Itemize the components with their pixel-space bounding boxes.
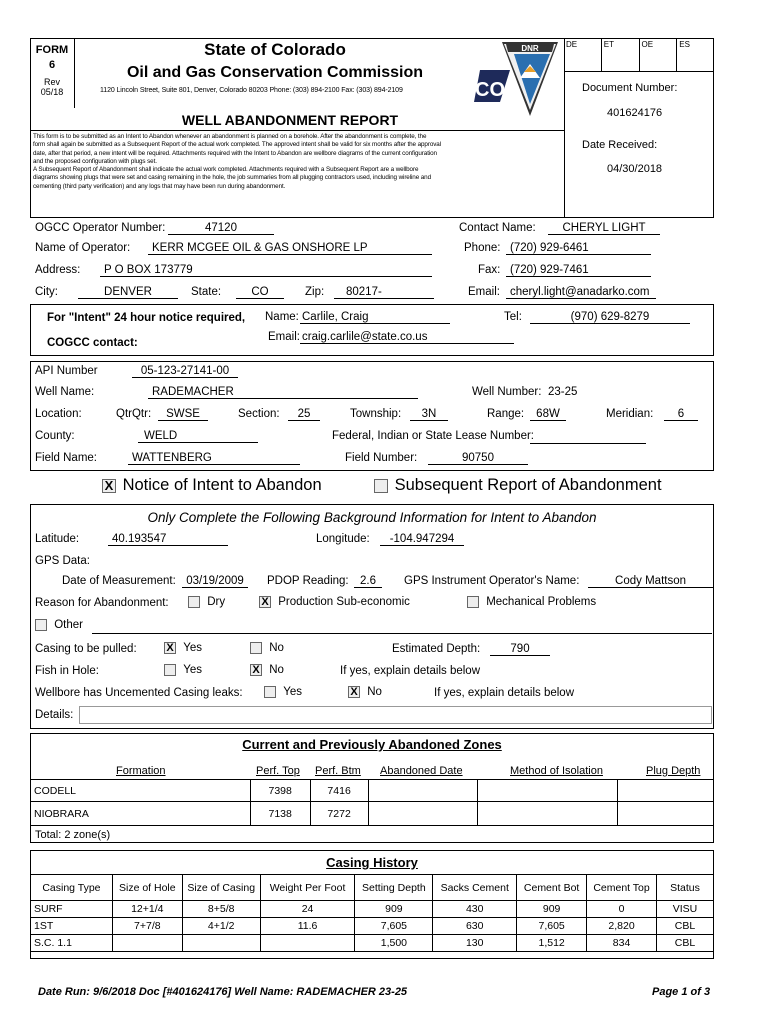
zone-formation: CODELL: [31, 780, 251, 802]
casing-no-label: No: [269, 642, 284, 655]
pdop: 2.6: [354, 575, 382, 588]
meridian: 6: [664, 408, 698, 421]
cogcc-contact-label: COGCC contact:: [47, 337, 138, 349]
address-label: Address:: [35, 264, 81, 276]
casing-size: [182, 935, 260, 952]
well-number-label: Well Number:: [472, 386, 542, 398]
details-label: Details:: [35, 709, 74, 721]
instruction-line: cementing (third party verification) and any logs that may have been run during abandonment.: [33, 182, 286, 190]
casing-no-checkbox[interactable]: [250, 642, 262, 654]
casing-header-type: Casing Type: [31, 875, 113, 901]
office-code-et: ET: [602, 38, 640, 72]
latitude-label: Latitude:: [35, 533, 80, 545]
date-received-label: Date Received:: [582, 139, 658, 151]
form-id-divider: [74, 38, 75, 108]
table-row: [31, 935, 714, 952]
casing-type: S.C. 1.1: [31, 935, 113, 952]
zone-perf-btm: 7416: [310, 780, 368, 802]
instruction-line: This form is to be submitted as an Intent to Abandon whenever an abandonment is planned on a borehole. After the abandonment is complete, the: [33, 133, 427, 140]
fish-explain: If yes, explain details below: [340, 665, 480, 677]
zone-method: [478, 802, 618, 826]
zones-header-abandoned-date: Abandoned Date: [380, 765, 463, 777]
city-label: City:: [35, 286, 58, 298]
casing-table: [30, 874, 714, 952]
zone-method: [478, 780, 618, 802]
casing-hole: 7+7/8: [112, 918, 182, 935]
contact-name-label: Contact Name:: [459, 222, 536, 234]
uncemented-label: Wellbore has Uncemented Casing leaks:: [35, 687, 243, 699]
date-measure: 03/19/2009: [182, 575, 248, 588]
casing-sacks: 630: [433, 918, 517, 935]
office-code-oe: OE: [640, 38, 678, 72]
agency-name: Oil and Gas Conservation Commission: [126, 64, 424, 81]
uncemented-no-checkbox[interactable]: X: [348, 686, 360, 698]
casing-size: 4+1/2: [182, 918, 260, 935]
township: 3N: [410, 408, 448, 421]
meridian-label: Meridian:: [606, 408, 654, 420]
rev-label: Rev: [43, 77, 60, 87]
reason-mechanical[interactable]: [467, 596, 596, 608]
table-row: [31, 780, 714, 802]
other-reason-field[interactable]: [92, 620, 712, 634]
mechanical-checkbox[interactable]: [467, 596, 479, 608]
range-label: Range:: [487, 408, 525, 420]
production-label: Production Sub-economic: [278, 596, 410, 609]
gps-operator-label: GPS Instrument Operator's Name:: [404, 575, 580, 587]
casing-type: SURF: [31, 901, 113, 918]
instruction-line: form shall again be submitted as a Subsequent Report of the actual work completed. The approved intent shall be valid for six months after the approval: [33, 141, 441, 149]
office-codes-row: [564, 38, 714, 72]
township-label: Township:: [350, 408, 402, 420]
phone-label: Phone:: [464, 242, 501, 254]
doc-number: 401624176: [607, 107, 663, 119]
gps-data-label: GPS Data:: [35, 555, 90, 567]
fish-yes-label: Yes: [183, 664, 202, 677]
zones-header-method: Method of Isolation: [510, 765, 603, 777]
cogcc-tel-label: Tel:: [504, 311, 522, 323]
casing-title: Casing History: [326, 855, 418, 870]
instruction-line: A Subsequent Report of Abandonment shall indicate the actual work completed. Attachments required with a Subsequent Report are a wellbore: [33, 166, 419, 174]
casing-status: CBL: [656, 918, 713, 935]
office-code-es: ES: [677, 38, 714, 72]
background-title: Only Complete the Following Background Information for Intent to Abandon: [147, 510, 597, 525]
fish-no-label: No: [269, 664, 284, 677]
casing-header-cement-bot: Cement Bot: [517, 875, 587, 901]
zones-title: Current and Previously Abandoned Zones: [242, 737, 502, 752]
ogcc-number: 47120: [168, 222, 274, 235]
mechanical-label: Mechanical Problems: [486, 596, 597, 609]
casing-pulled-yes[interactable]: [164, 642, 202, 654]
subsequent-label: Subsequent Report of Abandonment: [394, 476, 662, 494]
location-label: Location:: [35, 408, 82, 420]
table-row: [31, 802, 714, 826]
other-checkbox[interactable]: [35, 619, 47, 631]
casing-weight: [260, 935, 355, 952]
zone-abandoned-date: [368, 780, 478, 802]
instructions-block: [33, 133, 563, 191]
zone-perf-top: 7398: [250, 780, 310, 802]
field-name-label: Field Name:: [35, 452, 97, 464]
casing-header-depth: Setting Depth: [355, 875, 433, 901]
zones-table: [30, 779, 714, 826]
county-label: County:: [35, 430, 75, 442]
notice-subsequent[interactable]: [374, 476, 662, 495]
casing-header-cement-top: Cement Top: [587, 875, 657, 901]
uncemented-no-label: No: [367, 686, 382, 699]
estimated-depth: 790: [490, 643, 550, 656]
well-number: 23-25: [548, 386, 578, 398]
zip-label: Zip:: [305, 286, 325, 298]
other-label: Other: [54, 619, 83, 632]
uncemented-no[interactable]: [348, 686, 382, 698]
casing-status: VISU: [656, 901, 713, 918]
date-measure-label: Date of Measurement:: [62, 575, 176, 587]
section-label: Section:: [238, 408, 280, 420]
casing-cement-bot: 909: [517, 901, 587, 918]
agency-address: 1120 Lincoln Street, Suite 801, Denver, Colorado 80203 Phone: (303) 894-2100 Fax: (303) 894-2109: [100, 87, 403, 94]
reason-production[interactable]: [259, 596, 410, 608]
form-id-block: [33, 44, 71, 97]
zone-abandoned-date: [368, 802, 478, 826]
casing-hole: [112, 935, 182, 952]
casing-header-size: Size of Casing: [182, 875, 260, 901]
api-number: 05-123-27141-00: [132, 365, 238, 378]
casing-sacks: 430: [433, 901, 517, 918]
cogcc-email-label: Email:: [268, 331, 300, 343]
uncemented-yes-label: Yes: [283, 686, 302, 699]
dnr-logo: [470, 38, 562, 118]
zones-header-perf-top: Perf. Top: [256, 765, 300, 777]
zones-header-perf-btm: Perf. Btm: [315, 765, 361, 777]
city: DENVER: [78, 286, 178, 299]
estimated-depth-label: Estimated Depth:: [392, 643, 481, 655]
casing-depth: 909: [355, 901, 433, 918]
intent-checkbox[interactable]: X: [102, 479, 116, 493]
section: 25: [288, 408, 320, 421]
casing-depth: 7,605: [355, 918, 433, 935]
zone-perf-btm: 7272: [310, 802, 368, 826]
casing-cement-top: 834: [587, 935, 657, 952]
dry-label: Dry: [207, 596, 226, 609]
fish-yes[interactable]: [164, 664, 202, 676]
address: P O BOX 173779: [100, 264, 432, 277]
zip: 80217-: [334, 286, 434, 299]
operator-name: KERR MCGEE OIL & GAS ONSHORE LP: [148, 242, 432, 255]
casing-yes-checkbox[interactable]: X: [164, 642, 176, 654]
casing-header-weight: Weight Per Foot: [260, 875, 355, 901]
casing-cement-bot: 1,512: [517, 935, 587, 952]
form-label: FORM: [35, 44, 69, 56]
logo-bottom-text: CO: [475, 79, 505, 101]
date-received: 04/30/2018: [607, 163, 663, 175]
details-field[interactable]: [79, 706, 712, 724]
form-number: 6: [48, 59, 56, 71]
uncemented-yes-checkbox[interactable]: [264, 686, 276, 698]
field-number: 90750: [428, 452, 528, 465]
zone-plug-depth: [618, 802, 714, 826]
instruction-line: diagrams showing plugs that were set and casing remaining in the hole, the job summaries from all plugging contractors used, including wireline and: [33, 174, 431, 182]
lease-label: Federal, Indian or State Lease Number:: [332, 430, 535, 442]
doc-number-label: Document Number:: [582, 82, 678, 94]
gps-operator: Cody Mattson: [588, 575, 714, 588]
casing-cement-top: 2,820: [587, 918, 657, 935]
cogcc-email: craig.carlile@state.co.us: [300, 331, 514, 344]
email: cheryl.light@anadarko.com: [506, 286, 656, 299]
ogcc-number-label: OGCC Operator Number:: [35, 222, 166, 234]
reason-other[interactable]: [35, 619, 83, 631]
casing-pulled-label: Casing to be pulled:: [35, 643, 137, 655]
range: 68W: [530, 408, 566, 421]
fish-label: Fish in Hole:: [35, 665, 99, 677]
latitude: 40.193547: [108, 533, 228, 546]
intent-notice-label: For "Intent" 24 hour notice required,: [47, 312, 246, 324]
subsequent-checkbox[interactable]: [374, 479, 388, 493]
operator-name-label: Name of Operator:: [35, 242, 131, 254]
casing-weight: 11.6: [260, 918, 355, 935]
cogcc-tel: (970) 629-8279: [530, 311, 690, 324]
fish-no-checkbox[interactable]: X: [250, 664, 262, 676]
uncemented-yes[interactable]: [264, 686, 302, 698]
office-code-de: DE: [564, 38, 602, 72]
phone: (720) 929-6461: [506, 242, 651, 255]
title-divider: [30, 130, 564, 131]
casing-cement-bot: 7,605: [517, 918, 587, 935]
well-name-label: Well Name:: [35, 386, 95, 398]
casing-header-status: Status: [656, 875, 713, 901]
casing-header-hole: Size of Hole: [112, 875, 182, 901]
instruction-line: date, after that period, a new intent will be required. Attachments required with the Intent to Abandon are wellbore diagrams of the current configuration: [33, 149, 437, 157]
casing-sacks: 130: [433, 935, 517, 952]
zone-perf-top: 7138: [250, 802, 310, 826]
zones-header-formation: Formation: [116, 765, 166, 777]
casing-header-sacks: Sacks Cement: [433, 875, 517, 901]
contact-name: CHERYL LIGHT: [548, 222, 660, 235]
casing-yes-label: Yes: [183, 642, 202, 655]
uncemented-explain: If yes, explain details below: [434, 687, 574, 699]
agency-state: State of Colorado: [204, 40, 346, 59]
table-row: [31, 901, 714, 918]
casing-depth: 1,500: [355, 935, 433, 952]
cogcc-name-label: Name:: [265, 311, 299, 323]
well-name: RADEMACHER: [148, 386, 418, 399]
qtrqtr: SWSE: [158, 408, 208, 421]
fish-no[interactable]: [250, 664, 284, 676]
casing-type: 1ST: [31, 918, 113, 935]
footer-page-number: Page 1 of 3: [652, 986, 711, 998]
logo-top-text: DNR: [521, 44, 539, 53]
reason-label: Reason for Abandonment:: [35, 597, 169, 609]
casing-status: CBL: [656, 935, 713, 952]
field-name: WATTENBERG: [128, 452, 300, 465]
fish-yes-checkbox[interactable]: [164, 664, 176, 676]
fax-label: Fax:: [478, 264, 501, 276]
state: CO: [236, 286, 284, 299]
field-number-label: Field Number:: [345, 452, 418, 464]
casing-pulled-no[interactable]: [250, 642, 284, 654]
rev-date: 05/18: [40, 87, 64, 97]
casing-header-row: [31, 875, 714, 901]
production-checkbox[interactable]: X: [259, 596, 271, 608]
notice-intent[interactable]: [102, 476, 322, 495]
cogcc-name: Carlile, Craig: [300, 311, 450, 324]
api-label: API Number: [35, 365, 98, 377]
report-title: WELL ABANDONMENT REPORT: [181, 112, 399, 128]
zone-plug-depth: [618, 780, 714, 802]
qtrqtr-label: QtrQtr:: [116, 408, 152, 420]
zone-formation: NIOBRARA: [31, 802, 251, 826]
longitude: -104.947294: [380, 533, 464, 546]
pdop-label: PDOP Reading:: [267, 575, 349, 587]
lease-number: [530, 430, 646, 444]
table-row: [31, 918, 714, 935]
intent-label: Notice of Intent to Abandon: [122, 476, 322, 494]
footer-left: Date Run: 9/6/2018 Doc [#401624176] Well Name: RADEMACHER 23-25: [38, 986, 408, 998]
zones-total: Total: 2 zone(s): [35, 829, 111, 841]
state-label: State:: [191, 286, 222, 298]
county: WELD: [138, 430, 258, 443]
casing-cement-top: 0: [587, 901, 657, 918]
casing-weight: 24: [260, 901, 355, 918]
email-label: Email:: [468, 286, 500, 298]
casing-size: 8+5/8: [182, 901, 260, 918]
fax: (720) 929-7461: [506, 264, 651, 277]
reason-dry[interactable]: [188, 596, 225, 608]
dry-checkbox[interactable]: [188, 596, 200, 608]
instruction-line: and the proposed configuration with plugs set.: [33, 157, 157, 165]
zones-header-plug-depth: Plug Depth: [646, 765, 701, 777]
casing-hole: 12+1/4: [112, 901, 182, 918]
longitude-label: Longitude:: [316, 533, 370, 545]
